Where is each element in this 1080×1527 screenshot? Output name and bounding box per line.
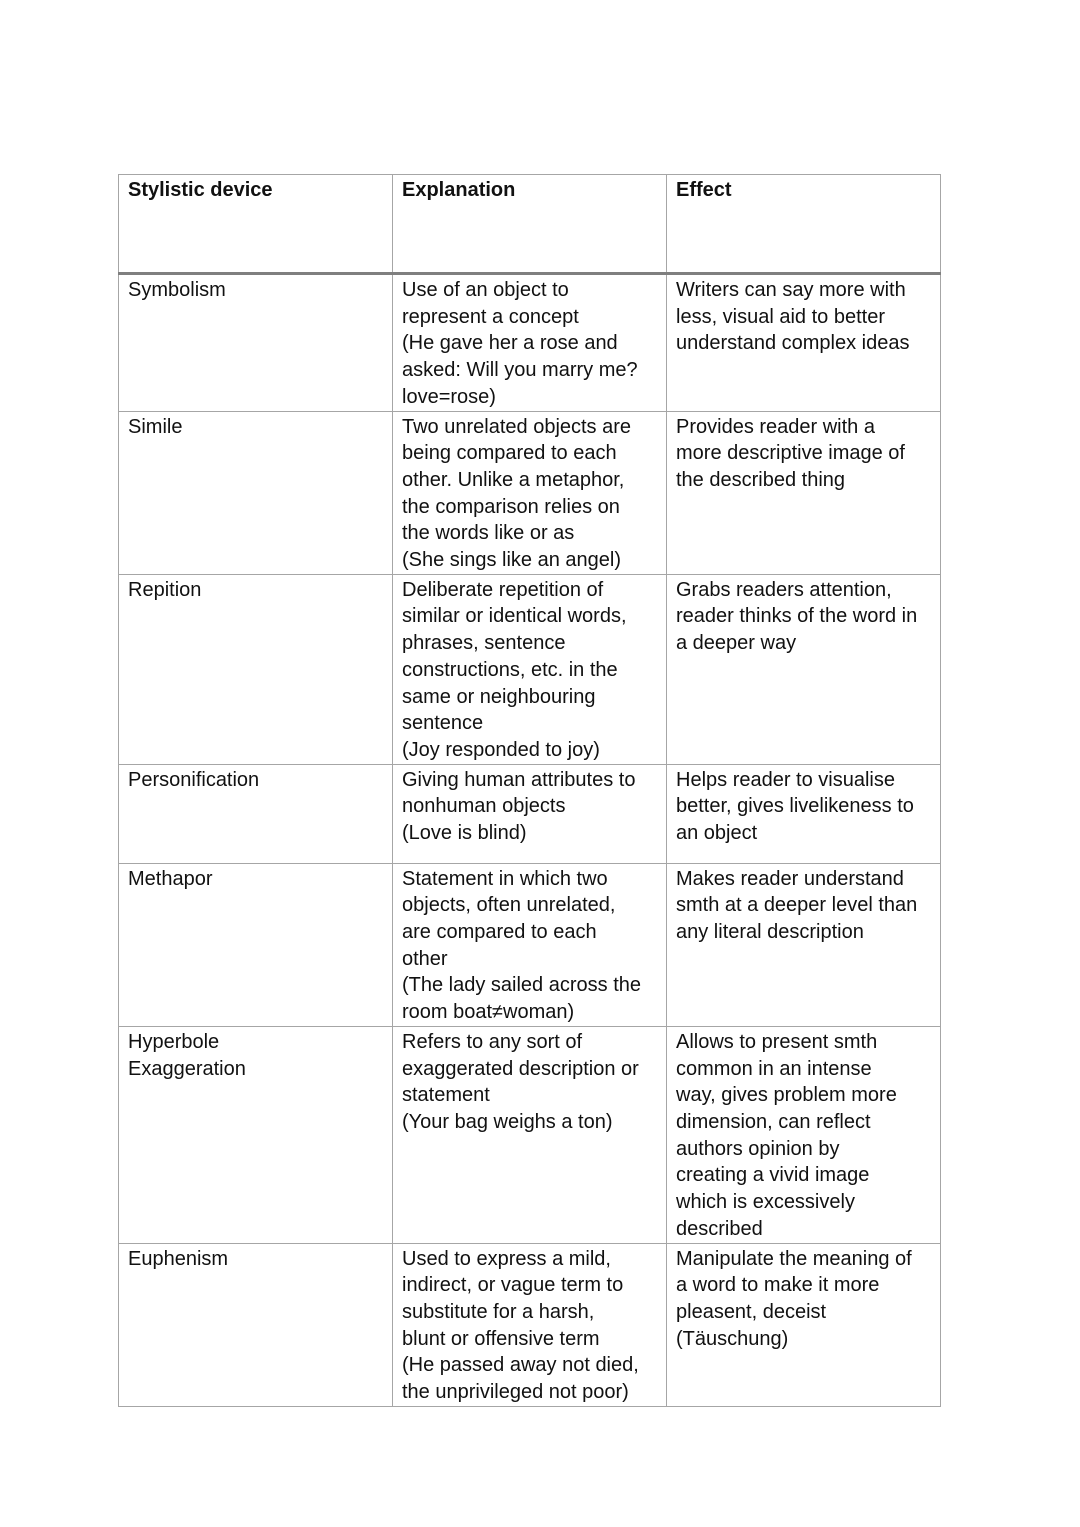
device-cell: Methapor — [119, 863, 393, 1026]
effect-cell: Writers can say more with less, visual aid to better understand complex ideas — [667, 274, 941, 412]
header-effect: Effect — [667, 175, 941, 274]
explanation-cell: Use of an object to represent a concept (He gave her a rose and asked: Will you marry me? love=rose) — [393, 274, 667, 412]
device-cell: Repition — [119, 574, 393, 764]
effect-cell: Manipulate the meaning of a word to make it more pleasent, deceist (Täuschung) — [667, 1243, 941, 1406]
table-row — [119, 764, 941, 863]
table-row — [119, 1026, 941, 1243]
device-cell: Symbolism — [119, 274, 393, 412]
stylistic-devices-table — [118, 174, 941, 1407]
table-row — [119, 863, 941, 1026]
explanation-cell: Giving human attributes to nonhuman objects (Love is blind) — [393, 764, 667, 863]
explanation-cell: Two unrelated objects are being compared to each other. Unlike a metaphor, the comparison relies on the words like or as (She sings like an angel) — [393, 411, 667, 574]
effect-cell: Helps reader to visualise better, gives livelikeness to an object — [667, 764, 941, 863]
effect-cell: Allows to present smth common in an intense way, gives problem more dimension, can reflect authors opinion by creating a vivid image which is excessively described — [667, 1026, 941, 1243]
table-row — [119, 274, 941, 412]
effect-cell: Grabs readers attention, reader thinks of the word in a deeper way — [667, 574, 941, 764]
device-cell: Euphenism — [119, 1243, 393, 1406]
device-cell: Personification — [119, 764, 393, 863]
header-explanation: Explanation — [393, 175, 667, 274]
explanation-cell: Used to express a mild, indirect, or vague term to substitute for a harsh, blunt or offensive term (He passed away not died, the unprivileged not poor) — [393, 1243, 667, 1406]
explanation-cell: Refers to any sort of exaggerated description or statement (Your bag weighs a ton) — [393, 1026, 667, 1243]
table-row — [119, 1243, 941, 1406]
explanation-cell: Statement in which two objects, often unrelated, are compared to each other (The lady sailed across the room boat≠woman) — [393, 863, 667, 1026]
effect-cell: Makes reader understand smth at a deeper level than any literal description — [667, 863, 941, 1026]
table-header-row — [119, 175, 941, 274]
table-row — [119, 411, 941, 574]
device-cell: Simile — [119, 411, 393, 574]
effect-cell: Provides reader with a more descriptive image of the described thing — [667, 411, 941, 574]
explanation-cell: Deliberate repetition of similar or identical words, phrases, sentence constructions, etc. in the same or neighbouring sentence (Joy responded to joy) — [393, 574, 667, 764]
header-stylistic-device: Stylistic device — [119, 175, 393, 274]
device-cell: Hyperbole Exaggeration — [119, 1026, 393, 1243]
table-row — [119, 574, 941, 764]
